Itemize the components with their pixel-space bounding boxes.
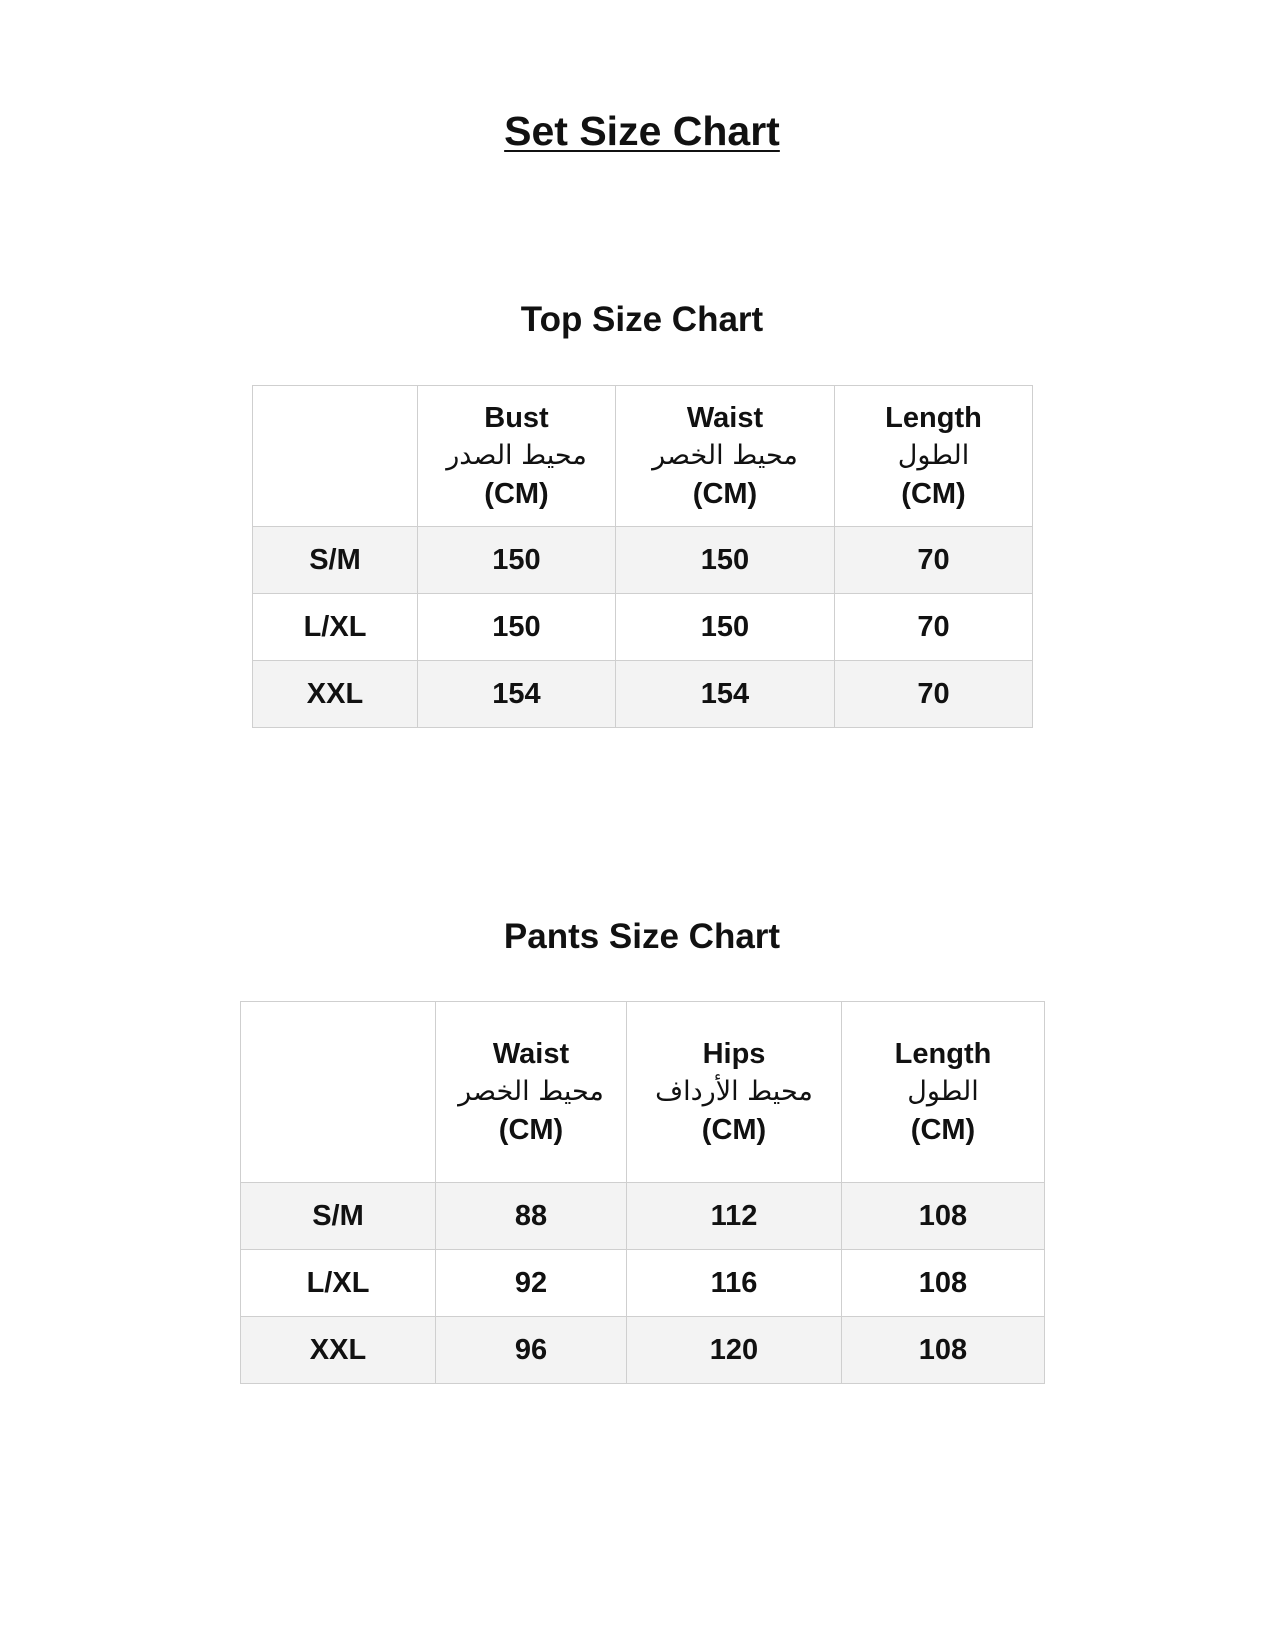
header-label-en: Length xyxy=(885,402,982,434)
header-label-ar: محيط الخصر xyxy=(652,440,798,471)
header-unit: (CM) xyxy=(701,1114,767,1146)
value-cell: 116 xyxy=(627,1250,842,1317)
size-label: S/M xyxy=(241,1183,436,1250)
size-label: XXL xyxy=(241,1317,436,1384)
top-chart-title: Top Size Chart xyxy=(520,300,764,339)
header-hips xyxy=(627,1002,842,1183)
table-row xyxy=(253,661,1033,728)
header-unit: (CM) xyxy=(901,478,966,510)
table-row xyxy=(241,1250,1045,1317)
value-cell: 96 xyxy=(436,1317,627,1384)
header-label-ar: محيط الصدر xyxy=(446,440,587,471)
value-cell: 108 xyxy=(842,1250,1045,1317)
value-cell: 154 xyxy=(418,661,616,728)
value-cell: 70 xyxy=(835,527,1033,594)
size-label: S/M xyxy=(253,527,418,594)
size-label: L/XL xyxy=(241,1250,436,1317)
table-row xyxy=(241,1183,1045,1250)
value-cell: 70 xyxy=(835,661,1033,728)
header-waist xyxy=(436,1002,627,1183)
value-cell: 108 xyxy=(842,1317,1045,1384)
table-row xyxy=(253,594,1033,661)
value-cell: 112 xyxy=(627,1183,842,1250)
header-unit: (CM) xyxy=(498,1114,564,1146)
header-length xyxy=(835,386,1033,527)
value-cell: 92 xyxy=(436,1250,627,1317)
value-cell: 150 xyxy=(616,594,835,661)
value-cell: 150 xyxy=(616,527,835,594)
value-cell: 108 xyxy=(842,1183,1045,1250)
header-unit: (CM) xyxy=(484,478,549,510)
table-row xyxy=(241,1317,1045,1384)
header-waist xyxy=(616,386,835,527)
pants-chart-title: Pants Size Chart xyxy=(503,917,781,956)
header-label-en: Hips xyxy=(702,1038,766,1070)
value-cell: 154 xyxy=(616,661,835,728)
header-label-en: Length xyxy=(894,1038,992,1070)
value-cell: 150 xyxy=(418,594,616,661)
header-bust xyxy=(418,386,616,527)
top-size-table xyxy=(252,385,1033,728)
value-cell: 120 xyxy=(627,1317,842,1384)
header-length xyxy=(842,1002,1045,1183)
page-title: Set Size Chart xyxy=(504,108,780,154)
header-unit: (CM) xyxy=(910,1114,976,1146)
value-cell: 88 xyxy=(436,1183,627,1250)
header-label-en: Waist xyxy=(492,1038,570,1070)
table-row xyxy=(253,527,1033,594)
table-header-row xyxy=(241,1002,1045,1183)
value-cell: 150 xyxy=(418,527,616,594)
size-label: XXL xyxy=(253,661,418,728)
header-label-en: Bust xyxy=(484,402,549,434)
table-header-row xyxy=(253,386,1033,527)
header-label-ar: محيط الخصر xyxy=(458,1076,604,1107)
header-label-ar: الطول xyxy=(907,1076,979,1107)
pants-size-table xyxy=(240,1001,1045,1384)
header-unit: (CM) xyxy=(692,478,758,510)
value-cell: 70 xyxy=(835,594,1033,661)
header-label-en: Waist xyxy=(686,402,764,434)
size-header-cell xyxy=(241,1002,436,1183)
header-label-ar: الطول xyxy=(897,440,970,471)
header-label-ar: محيط الأرداف xyxy=(655,1076,813,1107)
size-label: L/XL xyxy=(253,594,418,661)
size-header-cell xyxy=(253,386,418,527)
